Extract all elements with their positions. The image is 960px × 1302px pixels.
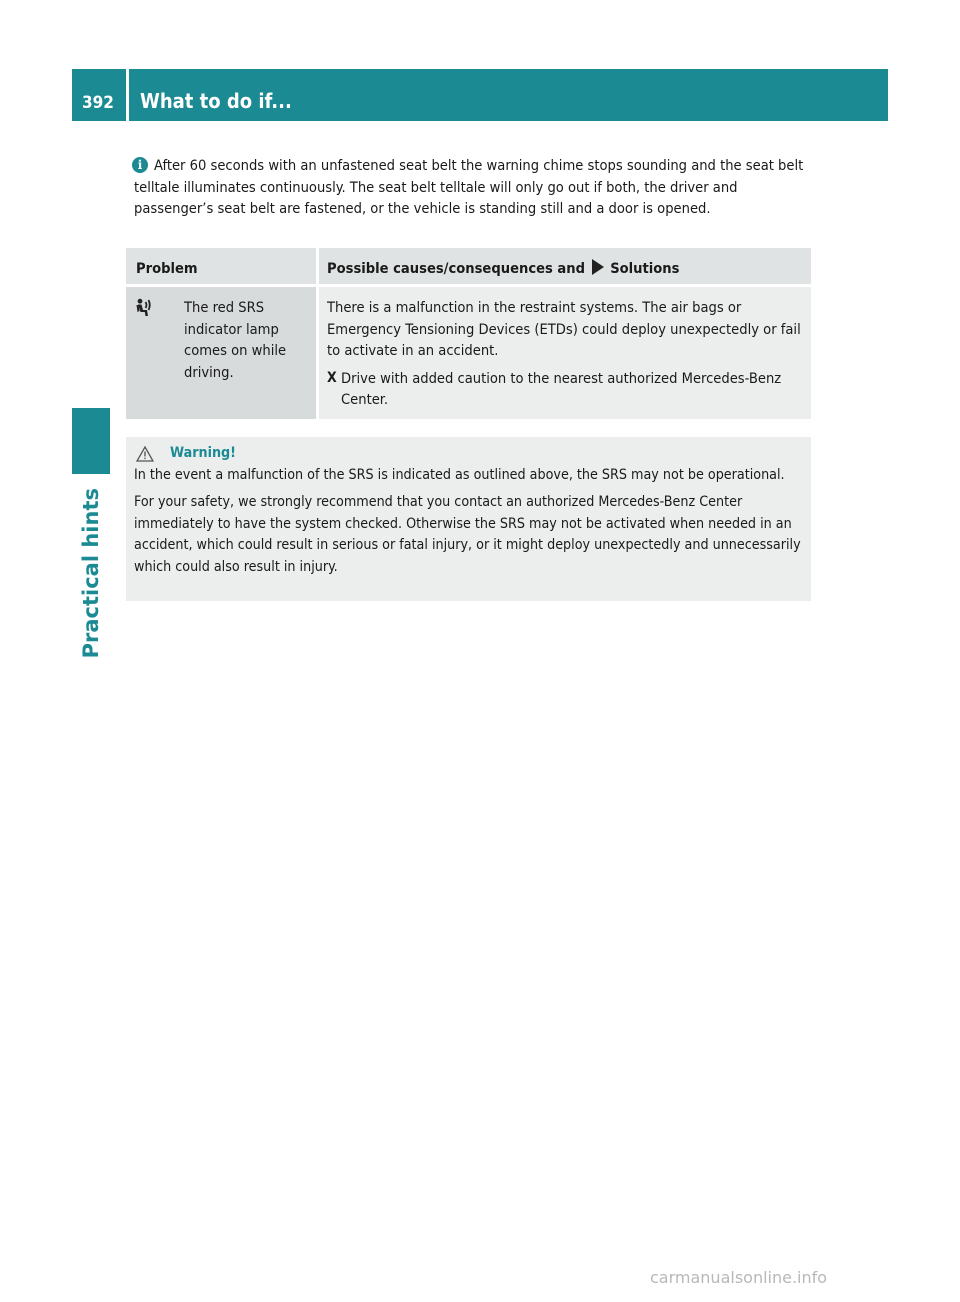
- info-icon: i: [132, 157, 148, 173]
- cause-text: There is a malfunction in the restraint systems. The air bags or Emergency Tensioning Devices (ETDs) could deploy unexpectedly or fail to activate in an accident.: [327, 299, 801, 359]
- warning-heading: [134, 443, 803, 465]
- column-header-solutions-suffix: Solutions: [610, 260, 680, 277]
- problem-text: The red SRS indicator lamp comes on while driving.: [184, 299, 287, 381]
- side-tab-marker: [72, 408, 110, 474]
- column-header-solutions: [316, 248, 811, 284]
- srs-airbag-icon: [134, 298, 152, 318]
- side-tab: [72, 478, 110, 658]
- solution-step: [327, 368, 805, 411]
- warning-triangle-icon: [136, 446, 154, 462]
- step-marker: X: [327, 369, 337, 386]
- header-divider: [126, 69, 129, 121]
- solution-text: Drive with added caution to the nearest authorized Mercedes-Benz Center.: [341, 369, 782, 408]
- section-title: What to do if...: [140, 89, 292, 113]
- problem-cell: [126, 287, 316, 419]
- page-header: [72, 69, 888, 121]
- warning-paragraph: In the event a malfunction of the SRS is indicated as outlined above, the SRS may not be operational.: [134, 466, 785, 483]
- info-note: [134, 155, 814, 220]
- table-row: [126, 287, 811, 419]
- problem-table: [126, 248, 811, 419]
- side-tab-label: Practical hints: [79, 487, 103, 658]
- footer-watermark: carmanualsonline.info: [650, 1268, 828, 1287]
- warning-box: [126, 437, 811, 601]
- solution-arrow-icon: [592, 259, 604, 275]
- page-number: 392: [82, 93, 114, 113]
- column-header-problem: Problem: [136, 260, 198, 277]
- warning-title: Warning!: [170, 445, 236, 461]
- solution-cell: [316, 287, 811, 419]
- info-note-text: After 60 seconds with an unfastened seat belt the warning chime stops sounding and the seat belt telltale illuminates continuously. The seat belt telltale will only go out if both, the driver and passenger’s seat belt are fastened, or the vehicle is standing still and a door is opened.: [134, 157, 804, 217]
- table-header: [126, 248, 811, 284]
- warning-paragraph: For your safety, we strongly recommend that you contact an authorized Mercedes-Benz Center immediately to have the system checked. Otherwise the SRS may not be activated when needed in an accident, which could result in serious or fatal injury, or it might deploy unexpectedly and unnecessarily which could also result in injury.: [134, 494, 801, 575]
- column-header-solutions-prefix: Possible causes/consequences and: [327, 260, 586, 277]
